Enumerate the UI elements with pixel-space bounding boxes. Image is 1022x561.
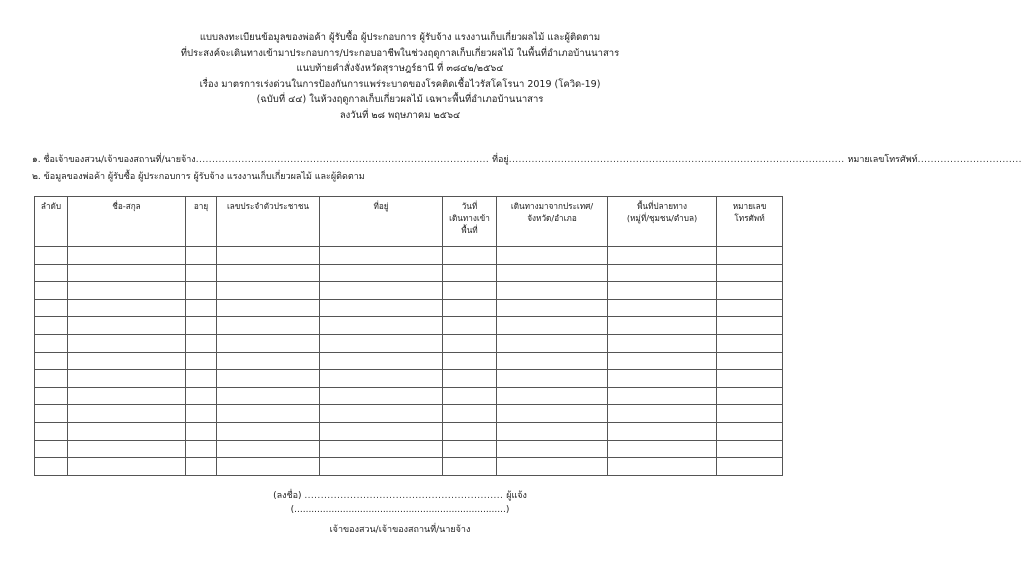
- table-row: [35, 387, 783, 405]
- table-row: [35, 334, 783, 352]
- table-cell[interactable]: [717, 405, 783, 423]
- table-cell[interactable]: [186, 352, 217, 370]
- table-cell[interactable]: [497, 334, 608, 352]
- table-cell[interactable]: [608, 334, 717, 352]
- table-cell[interactable]: [217, 440, 320, 458]
- table-cell[interactable]: [717, 458, 783, 476]
- table-cell[interactable]: [320, 458, 443, 476]
- table-cell[interactable]: [497, 387, 608, 405]
- signature-line: [0, 488, 800, 502]
- col-header-age: อายุ: [186, 197, 217, 247]
- table-cell[interactable]: [717, 387, 783, 405]
- table-cell[interactable]: [186, 299, 217, 317]
- table-cell[interactable]: [68, 440, 186, 458]
- table-cell[interactable]: [35, 334, 68, 352]
- table-cell[interactable]: [217, 387, 320, 405]
- table-cell[interactable]: [217, 299, 320, 317]
- table-cell[interactable]: [497, 299, 608, 317]
- table-cell[interactable]: [320, 334, 443, 352]
- table-cell[interactable]: [443, 440, 497, 458]
- header-line-3: แนบท้ายคำสั่งจังหวัดสุราษฎร์ธานี ที่ ๓๘๔๒/๒๕๖๔: [296, 63, 504, 75]
- table-cell[interactable]: [35, 299, 68, 317]
- table-cell[interactable]: [443, 422, 497, 440]
- table-row: [35, 299, 783, 317]
- table-cell[interactable]: [497, 422, 608, 440]
- table-cell[interactable]: [443, 405, 497, 423]
- table-cell[interactable]: [186, 422, 217, 440]
- table-cell[interactable]: [497, 440, 608, 458]
- address-fill-line[interactable]: .......................................................................................................: [508, 155, 845, 165]
- table-cell[interactable]: [443, 352, 497, 370]
- table-cell[interactable]: [320, 405, 443, 423]
- header-line-2: ที่ประสงค์จะเดินทางเข้ามาประกอบการ/ประกอบอาชีพในช่วงฤดูกาลเก็บเกี่ยวผลไม้ ในพื้นที่อำเภอบ้านนาสาร: [180, 47, 620, 59]
- table-row: [35, 458, 783, 476]
- table-cell[interactable]: [186, 282, 217, 300]
- table-cell[interactable]: [608, 299, 717, 317]
- table-cell[interactable]: [443, 387, 497, 405]
- table-cell[interactable]: [35, 422, 68, 440]
- table-cell[interactable]: [35, 282, 68, 300]
- header-line-4: เรื่อง มาตรการเร่งด่วนในการป้องกันการแพร่ระบาดของโรคติดเชื้อไวรัสโคโรนา 2019 (โควิด-19): [199, 78, 601, 90]
- table-cell[interactable]: [608, 352, 717, 370]
- table-cell[interactable]: [443, 334, 497, 352]
- table-cell[interactable]: [320, 352, 443, 370]
- table-cell[interactable]: [497, 352, 608, 370]
- table-cell[interactable]: [608, 440, 717, 458]
- table-cell[interactable]: [217, 282, 320, 300]
- phone-label: หมายเลขโทรศัพท์: [847, 155, 918, 165]
- table-cell[interactable]: [35, 405, 68, 423]
- table-cell[interactable]: [608, 247, 717, 265]
- table-cell[interactable]: [497, 458, 608, 476]
- header-line-1: แบบลงทะเบียนข้อมูลของพ่อค้า ผู้รับซื้อ ผู้ประกอบการ ผู้รับจ้าง แรงงานเก็บเกี่ยวผลไม้ และผู้ติดตาม: [199, 32, 601, 43]
- table-cell[interactable]: [717, 317, 783, 335]
- table-cell[interactable]: [320, 370, 443, 388]
- table-cell[interactable]: [68, 317, 186, 335]
- col-header-phone: หมายเลข โทรศัพท์: [717, 197, 783, 247]
- signature-role: เจ้าของสวน/เจ้าของสถานที่/นายจ้าง: [329, 525, 471, 535]
- col-header-address: ที่อยู่: [320, 197, 443, 247]
- table-cell[interactable]: [68, 405, 186, 423]
- header-line-6: ลงวันที่ ๒๘ พฤษภาคม ๒๕๖๔: [339, 109, 461, 121]
- table-cell[interactable]: [717, 352, 783, 370]
- table-cell[interactable]: [608, 422, 717, 440]
- owner-fill-line[interactable]: ..........................................................................................: [195, 155, 490, 165]
- table-cell[interactable]: [717, 282, 783, 300]
- table-cell[interactable]: [717, 422, 783, 440]
- table-cell[interactable]: [217, 405, 320, 423]
- table-cell[interactable]: [608, 405, 717, 423]
- col-header-number: ลำดับ: [35, 197, 68, 247]
- table-cell[interactable]: [68, 334, 186, 352]
- table-cell[interactable]: [320, 387, 443, 405]
- table-cell[interactable]: [497, 282, 608, 300]
- table-cell[interactable]: [497, 264, 608, 282]
- table-cell[interactable]: [717, 334, 783, 352]
- table-row: [35, 352, 783, 370]
- table-cell[interactable]: [35, 458, 68, 476]
- table-cell[interactable]: [35, 317, 68, 335]
- table-cell[interactable]: [186, 405, 217, 423]
- owner-label: ๑. ชื่อเจ้าของสวน/เจ้าของสถานที่/นายจ้าง: [32, 155, 196, 165]
- table-cell[interactable]: [320, 282, 443, 300]
- table-cell[interactable]: [68, 387, 186, 405]
- table-cell[interactable]: [320, 247, 443, 265]
- table-cell[interactable]: [497, 247, 608, 265]
- signature-suffix: ผู้แจ้ง: [506, 491, 527, 501]
- col-header-fullname: ชื่อ-สกุล: [68, 197, 186, 247]
- owner-info-line: [32, 152, 1022, 166]
- table-cell[interactable]: [35, 440, 68, 458]
- table-cell[interactable]: [35, 370, 68, 388]
- table-cell[interactable]: [35, 352, 68, 370]
- table-cell[interactable]: [68, 370, 186, 388]
- table-cell[interactable]: [443, 264, 497, 282]
- table-cell[interactable]: [443, 247, 497, 265]
- table-cell[interactable]: [217, 352, 320, 370]
- table-row: [35, 422, 783, 440]
- section2-label: ๒. ข้อมูลของพ่อค้า ผู้รับซื้อ ผู้ประกอบการ ผู้รับจ้าง แรงงานเก็บเกี่ยวผลไม้ และผู้ติดตาม: [32, 172, 365, 182]
- table-cell[interactable]: [717, 370, 783, 388]
- table-cell[interactable]: [217, 370, 320, 388]
- table-cell[interactable]: [443, 282, 497, 300]
- table-cell[interactable]: [186, 387, 217, 405]
- table-cell[interactable]: [608, 264, 717, 282]
- table-cell[interactable]: [608, 282, 717, 300]
- table-cell[interactable]: [217, 458, 320, 476]
- table-cell[interactable]: [186, 247, 217, 265]
- document-header: [0, 30, 800, 124]
- registration-table: [34, 196, 783, 476]
- table-cell[interactable]: [320, 440, 443, 458]
- table-cell[interactable]: [497, 370, 608, 388]
- table-cell[interactable]: [35, 264, 68, 282]
- signature-prefix: (ลงชื่อ): [273, 491, 302, 501]
- table-body: [35, 247, 783, 476]
- table-row: [35, 247, 783, 265]
- table-cell[interactable]: [443, 317, 497, 335]
- table-cell[interactable]: [186, 440, 217, 458]
- header-line-5: (ฉบับที่ ๔๔) ในห้วงฤดูกาลเก็บเกี่ยวผลไม้ เฉพาะพื้นที่อำเภอบ้านนาสาร: [256, 94, 544, 106]
- table-cell[interactable]: [186, 264, 217, 282]
- table-cell[interactable]: [320, 422, 443, 440]
- table-row: [35, 440, 783, 458]
- table-cell[interactable]: [320, 264, 443, 282]
- table-cell[interactable]: [217, 317, 320, 335]
- table-cell[interactable]: [320, 299, 443, 317]
- table-cell[interactable]: [443, 299, 497, 317]
- table-row: [35, 405, 783, 423]
- table-cell[interactable]: [320, 317, 443, 335]
- table-cell[interactable]: [608, 370, 717, 388]
- table-cell[interactable]: [497, 317, 608, 335]
- table-cell[interactable]: [35, 247, 68, 265]
- signature-name-line[interactable]: (..........................................................................): [290, 505, 510, 515]
- table-cell[interactable]: [68, 458, 186, 476]
- table-cell[interactable]: [608, 317, 717, 335]
- table-cell[interactable]: [217, 264, 320, 282]
- table-row: [35, 317, 783, 335]
- table-cell[interactable]: [217, 334, 320, 352]
- table-cell[interactable]: [217, 422, 320, 440]
- table-cell[interactable]: [68, 247, 186, 265]
- address-label: ที่อยู่: [492, 155, 509, 165]
- table-cell[interactable]: [68, 282, 186, 300]
- col-header-id-number: เลขประจำตัวประชาชน: [217, 197, 320, 247]
- table-cell[interactable]: [443, 370, 497, 388]
- col-header-origin: เดินทางมาจากประเทศ/ จังหวัด/อำเภอ: [497, 197, 608, 247]
- signature-fill-line[interactable]: .............................................................: [304, 491, 504, 501]
- col-header-arrival-date: วันที่ เดินทางเข้า พื้นที่: [443, 197, 497, 247]
- phone-fill-line[interactable]: ................................: [917, 155, 1022, 165]
- table-cell[interactable]: [186, 334, 217, 352]
- table-cell[interactable]: [186, 370, 217, 388]
- table-cell[interactable]: [717, 264, 783, 282]
- table-cell[interactable]: [608, 387, 717, 405]
- table-cell[interactable]: [217, 247, 320, 265]
- table-cell[interactable]: [717, 440, 783, 458]
- table-cell[interactable]: [68, 299, 186, 317]
- table-cell[interactable]: [497, 405, 608, 423]
- table-cell[interactable]: [68, 264, 186, 282]
- col-header-destination: พื้นที่ปลายทาง (หมู่ที่/ชุมชน/ตำบล): [608, 197, 717, 247]
- table-cell[interactable]: [608, 458, 717, 476]
- table-cell[interactable]: [186, 317, 217, 335]
- table-cell[interactable]: [443, 458, 497, 476]
- table-row: [35, 370, 783, 388]
- table-header-row: [35, 197, 783, 247]
- table-cell[interactable]: [717, 299, 783, 317]
- table-cell[interactable]: [68, 422, 186, 440]
- table-cell[interactable]: [35, 387, 68, 405]
- table-cell[interactable]: [186, 458, 217, 476]
- table-cell[interactable]: [68, 352, 186, 370]
- table-row: [35, 282, 783, 300]
- table-row: [35, 264, 783, 282]
- table-cell[interactable]: [717, 247, 783, 265]
